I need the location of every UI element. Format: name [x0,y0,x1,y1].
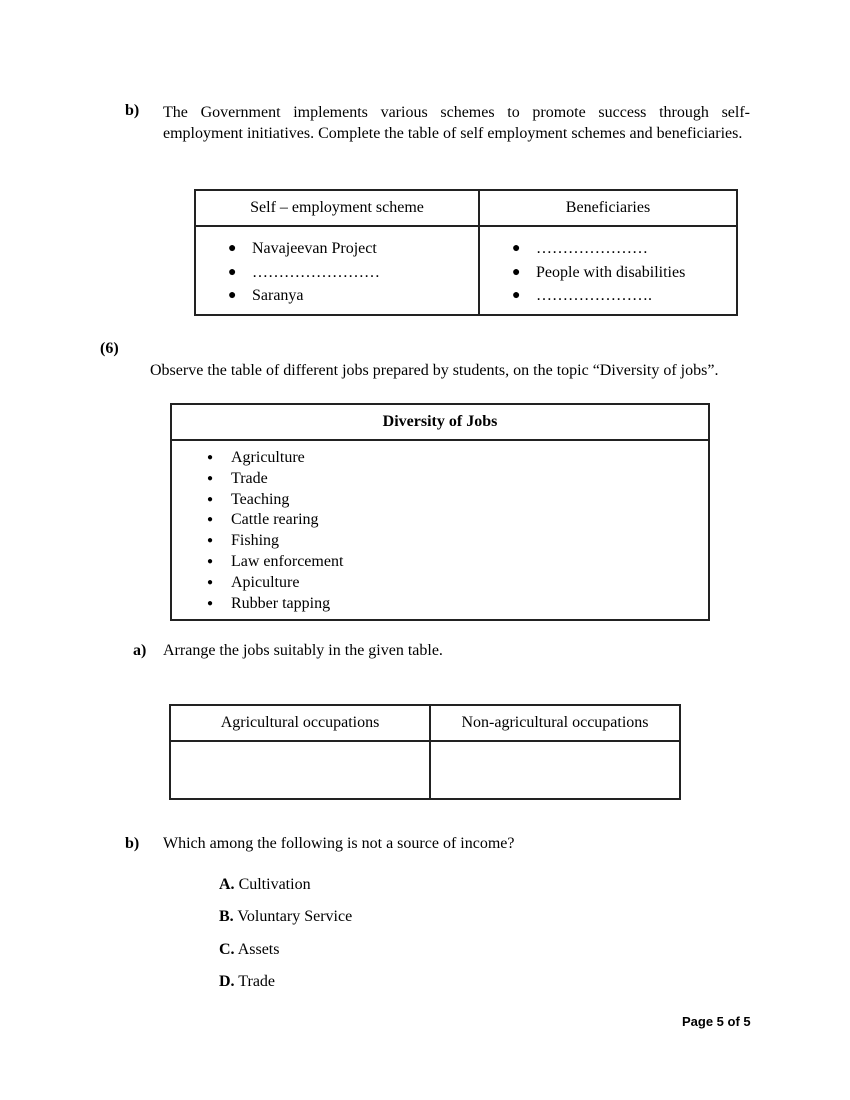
bullet-icon: ● [207,576,214,588]
bullet-icon: ● [512,241,521,256]
scheme-item: ● Navajeevan Project [228,237,478,261]
option-text: Cultivation [238,876,311,893]
beneficiary-item-blank: ● …………………. [512,284,736,308]
bullet-icon: ● [207,452,214,463]
option-d[interactable] [219,973,275,991]
job-item: ● Apiculture [207,573,708,594]
header-beneficiaries: Beneficiaries [479,190,737,226]
beneficiary-item-blank: ● ………………… [512,237,736,261]
bullet-icon: ● [512,264,521,280]
job-item: ● Law enforcement [207,552,708,573]
bullet-icon: ● [207,555,214,567]
bullet-icon: ● [512,288,521,303]
job-item: ● Teaching [207,490,708,511]
option-letter: B. [219,908,234,925]
option-a[interactable] [219,876,311,894]
schemes-cell [195,226,479,315]
bullet-icon: ● [207,493,214,505]
self-employment-table [194,189,738,316]
non-agricultural-answer-cell[interactable] [430,741,680,799]
bullet-icon: ● [228,264,237,280]
option-letter: D. [219,973,235,990]
option-text: Trade [238,973,276,990]
beneficiary-item: ● People with disabilities [512,261,736,285]
bullet-icon: ● [207,514,214,526]
agricultural-answer-cell[interactable] [170,741,430,799]
q5b-label: b) [125,102,140,119]
scheme-item-blank: ● …………………… [228,261,478,285]
occupations-table [169,704,681,800]
page-number: Page 5 of 5 [682,1014,751,1029]
option-text: Assets [237,941,280,958]
q6b-label: b) [125,835,140,852]
jobs-list-cell [171,440,709,620]
diversity-of-jobs-table [170,403,710,621]
q6-number: (6) [100,340,119,357]
option-text: Voluntary Service [237,908,353,925]
header-agricultural-occupations: Agricultural occupations [170,705,430,741]
bullet-icon: ● [228,241,237,256]
job-item: ● Agriculture [207,448,708,469]
job-item: ● Cattle rearing [207,510,708,531]
job-item: ● Fishing [207,531,708,552]
q5b-question-text: The Government implements various schemes to promote success through self-employment initiatives. Complete the table of self employment schemes and beneficiaries. [163,104,750,142]
bullet-icon: ● [207,472,214,484]
header-self-employment-scheme: Self – employment scheme [195,190,479,226]
q6a-question-text: Arrange the jobs suitably in the given table. [163,642,443,659]
q6b-question-text: Which among the following is not a source of income? [163,835,515,852]
job-item: ● Rubber tapping [207,594,708,615]
q6a-label: a) [133,642,147,659]
beneficiaries-cell [479,226,737,315]
q6-intro-text: Observe the table of different jobs prepared by students, on the topic “Diversity of jobs”. [150,362,719,379]
bullet-icon: ● [228,288,237,303]
option-c[interactable] [219,941,279,959]
option-letter: A. [219,876,235,893]
job-item: ● Trade [207,469,708,490]
scheme-item: ● Saranya [228,284,478,308]
option-letter: C. [219,941,235,958]
bullet-icon: ● [207,535,214,547]
option-b[interactable] [219,908,352,926]
diversity-of-jobs-header: Diversity of Jobs [171,404,709,440]
bullet-icon: ● [207,597,214,609]
header-non-agricultural-occupations: Non-agricultural occupations [430,705,680,741]
